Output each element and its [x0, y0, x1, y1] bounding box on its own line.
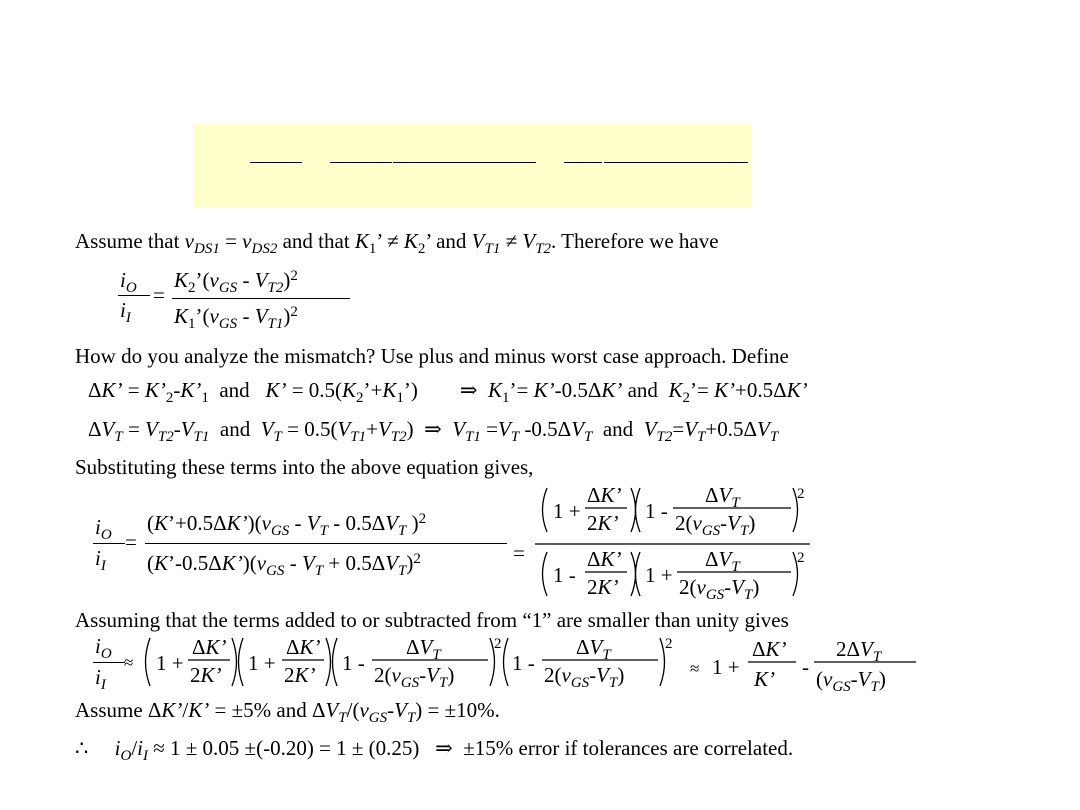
assume-tolerance-line: Assume ΔK’/K’ = ±5% and $\Delta V_T/(v_{GS}-V_T) = \pm 10\%$.	[75, 698, 500, 726]
eq3-rhs-svg	[122, 630, 922, 696]
definition-v-line: $\Delta V_T = V_{T2}-V_{T1}$ and $V_T = 0.5(V_{T1}+V_{T2})$ ⇒ $V_{T1} =V_T$ $-0.5\Delta V_T$ and $V_{T2}=V_T+0.5\Delta V_T$	[88, 417, 779, 445]
svg-text:2: 2	[797, 486, 805, 502]
equals-sign: =	[153, 283, 165, 307]
banner-line	[330, 162, 392, 163]
svg-text:2K’: 2K’	[284, 663, 316, 687]
banner-line	[564, 162, 602, 163]
svg-text:2ΔVT: $2\Delta V_T$	[836, 637, 882, 665]
eq2-num: $(K’+0.5\Delta K’)(v_{GS} - V_T - 0.5\Delta V_T$ )$^2$	[147, 511, 427, 539]
svg-text:2K’: 2K’	[190, 663, 222, 687]
svg-text:1 +: 1 +	[712, 655, 740, 679]
svg-text:ΔVT: $\Delta V_T$	[705, 547, 740, 575]
fraction-bar	[93, 662, 125, 663]
eq3-lhs-den: $i_I$	[95, 665, 106, 693]
fraction-bar	[145, 543, 507, 544]
svg-text:-: -	[802, 655, 809, 679]
conclusion-line: ∴ $i_O/i_I \approx 1 \pm 0.05 \pm(-0.20) = 1 \pm (0.25)$ ⇒ ±15% error if tolerances are correlated.	[75, 736, 794, 764]
svg-text:1 +: 1 +	[156, 651, 184, 675]
fraction-bar	[93, 543, 125, 544]
definition-k-line: ΔK’ = $K’_2-K’_1$ and K’ = $0.5(K_2’+K_1’)$ ⇒ $K_1’=$ K’-0.5ΔK’ and $K_2’=$ K’+0.5ΔK’	[88, 378, 808, 406]
svg-text:1 -: 1 -	[645, 499, 668, 523]
svg-text:2(vGS-VT): $2(v_{GS}-V_T)$	[374, 663, 455, 691]
svg-text:1 -: 1 -	[512, 651, 535, 675]
svg-text:ΔVT: $\Delta V_T$	[705, 483, 740, 511]
equals-sign: =	[125, 530, 137, 554]
svg-text:1 -: 1 -	[553, 563, 576, 587]
eq2-den: $(K’-0.5\Delta K’)(v_{GS} - V_T + 0.5\Delta V_T)^2$	[147, 551, 421, 579]
svg-text:ΔK’: ΔK’	[192, 635, 227, 659]
substituting-line: Substituting these terms into the above equation gives,	[75, 455, 534, 479]
eq2-lhs-den: $i_I$	[95, 546, 106, 574]
eq2-rhs-svg	[535, 478, 825, 628]
fraction-bar	[172, 298, 350, 299]
eq1-lhs-num: $i_O$	[120, 268, 137, 296]
svg-text:ΔK’: ΔK’	[752, 637, 787, 661]
svg-text:2: 2	[494, 636, 502, 652]
svg-text:2: 2	[665, 636, 673, 652]
svg-text:2(vGS-VT): $2(v_{GS}-V_T)$	[679, 575, 760, 603]
svg-text:2K’: 2K’	[587, 575, 619, 599]
assume-line: Assume that $v_{DS1} = v_{DS2}$ and that $K_1$’ ≠ $K_2$’ and $V_{T1} \ne V_{T2}$. Therefore we have	[75, 229, 719, 257]
svg-text:ΔVT: $\Delta V_T$	[406, 635, 441, 663]
svg-text:ΔK’: ΔK’	[587, 547, 622, 571]
svg-text:≈: ≈	[690, 659, 700, 678]
mismatch-line: How do you analyze the mismatch? Use plus and minus worst case approach. Define	[75, 344, 789, 368]
svg-text:1 +: 1 +	[553, 499, 581, 523]
svg-text:1 -: 1 -	[342, 651, 365, 675]
svg-text:2K’: 2K’	[587, 511, 619, 535]
eq1-lhs-den: $i_I$	[120, 298, 131, 326]
eq1-rhs-den: $K_1’(v_{GS} - V_{T1})^2$	[174, 304, 298, 332]
svg-text:2(vGS-VT): $2(v_{GS}-V_T)$	[675, 511, 756, 539]
svg-text:2: 2	[797, 550, 805, 566]
svg-text:(vGS-VT): $(v_{GS}-V_T)$	[816, 667, 886, 695]
banner-line	[393, 162, 536, 163]
assuming-line: Assuming that the terms added to or subtracted from “1” are smaller than unity gives	[75, 608, 789, 632]
svg-text:1 +: 1 +	[248, 651, 276, 675]
svg-text:ΔK’: ΔK’	[587, 483, 622, 507]
svg-text:K’: K’	[754, 667, 775, 691]
title-banner	[193, 123, 752, 207]
equals-sign: =	[513, 541, 525, 565]
banner-line	[604, 162, 748, 163]
svg-text:1 +: 1 +	[645, 563, 673, 587]
banner-line	[250, 162, 302, 163]
svg-text:ΔK’: ΔK’	[286, 635, 321, 659]
eq1-rhs-num: $K_2’(v_{GS} - V_{T2})^2$	[174, 268, 298, 296]
svg-text:ΔVT: $\Delta V_T$	[576, 635, 611, 663]
eq2-lhs-num: $i_O$	[95, 515, 112, 543]
eq3-lhs-num: $i_O$	[95, 634, 112, 662]
svg-text:2(vGS-VT): $2(v_{GS}-V_T)$	[544, 663, 625, 691]
fraction-bar	[118, 295, 150, 296]
svg-text:≈: ≈	[124, 653, 134, 672]
